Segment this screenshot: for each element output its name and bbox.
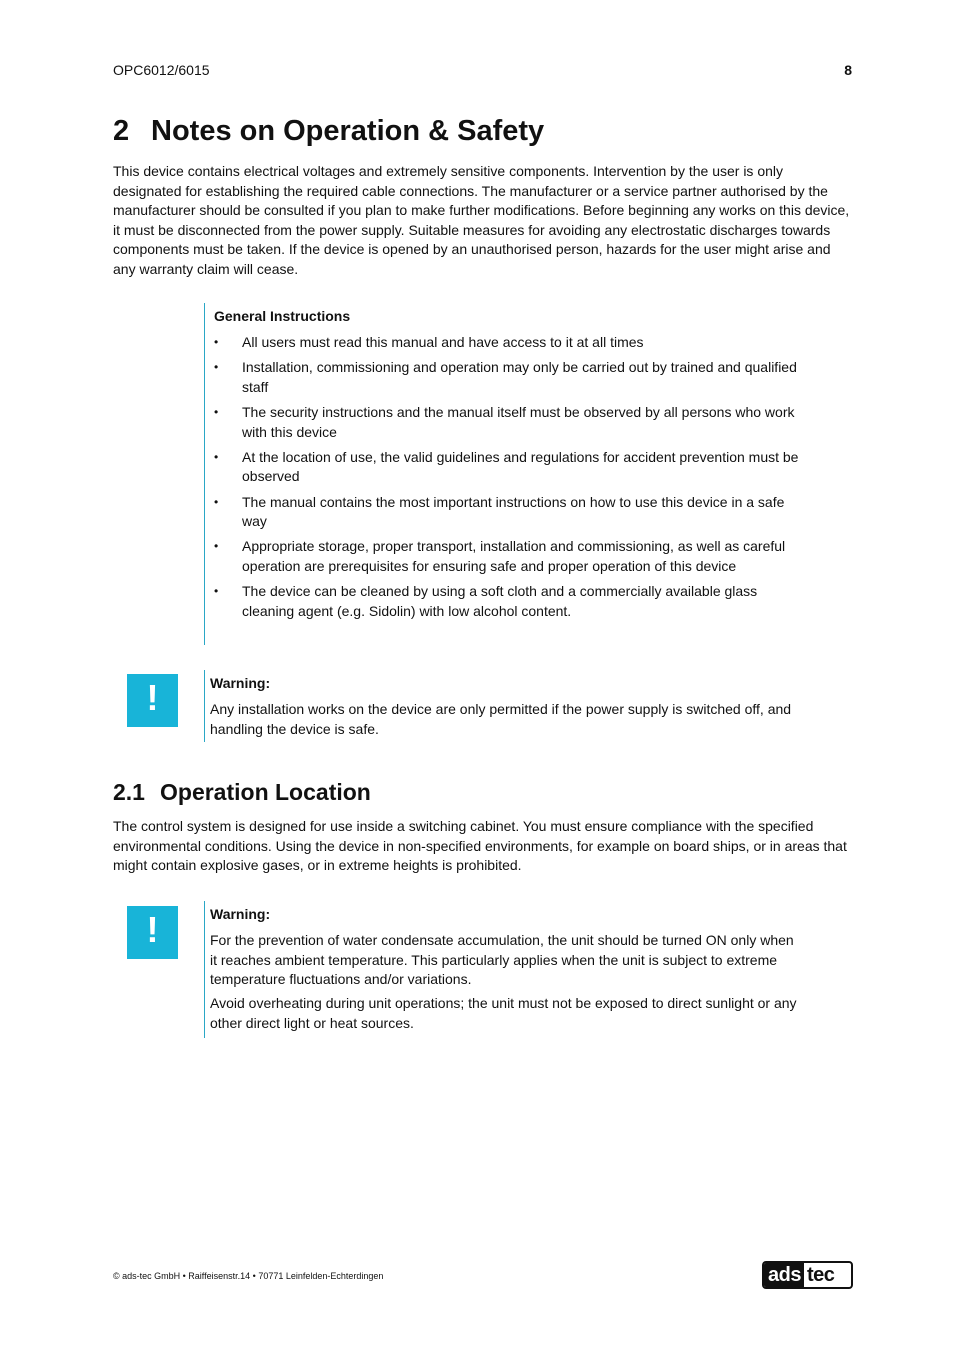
intro-paragraph: This device contains electrical voltages and extremely sensitive components. Intervention by the user is only designated for establishing the required cable connections. The manufacturer or a service partner authorised by the manufacturer should be consulted if you plan to make further modifications. Before beginning any works on this device, it must be disconnected from the power supply. Suitable measures for avoiding any electrostatic discharges towards components must be taken. If the device is opened by an unauthorised person, hazards for the user might arise and any warranty claim will cease. xyxy=(113,163,850,277)
footer-address: © ads-tec GmbH • Raiffeisenstr.14 • 70771 Leinfelden-Echterdingen xyxy=(113,1271,384,1281)
list-item-text: At the location of use, the valid guidelines and regulations for accident prevention must be observed xyxy=(242,448,799,485)
list-item xyxy=(214,448,799,487)
ads-tec-logo xyxy=(762,1261,853,1289)
bullet-icon: • xyxy=(214,449,219,464)
warning-text: Avoid overheating during unit operations; the unit must not be exposed to direct sunlight or any other direct light or heat sources. xyxy=(210,995,797,1031)
list-item xyxy=(214,333,799,353)
bullet-icon: • xyxy=(214,539,219,554)
warning-text: For the prevention of water condensate accumulation, the unit should be turned ON only when it reaches ambient temperature. This particularly applies when the unit is subject to extreme temperature fluctuations and/or variations. xyxy=(210,932,794,988)
general-instructions-list xyxy=(214,333,799,627)
list-item-text: Installation, commissioning and operation may only be carried out by trained and qualified staff xyxy=(242,359,797,395)
bullet-icon: • xyxy=(214,404,219,419)
warning-icon: ! xyxy=(127,906,178,959)
general-instructions-box xyxy=(204,303,805,645)
list-item xyxy=(214,537,799,576)
subsection-title: Operation Location xyxy=(160,779,371,805)
warning-title: Warning: xyxy=(210,906,271,922)
subsection-number: 2.1 xyxy=(113,779,145,805)
list-item xyxy=(214,403,799,442)
warning-box xyxy=(204,901,805,1038)
section-heading xyxy=(113,115,544,148)
operation-location-paragraph: The control system is designed for use inside a switching cabinet. You must ensure compliance with the specified environmental conditions. Using the device in non-specified environments, for example on board ships, or in areas that might contain explosive gases, or in extreme heights is prohibited. xyxy=(113,818,847,874)
logo-part-tec: tec xyxy=(804,1263,836,1287)
page-number: 8 xyxy=(844,62,852,78)
section-number: 2 xyxy=(113,115,130,147)
header-doc-id: OPC6012/6015 xyxy=(113,62,210,78)
list-item-text: The device can be cleaned by using a soft cloth and a commercially available glass cleaning agent (e.g. Sidolin) with low alcohol content. xyxy=(242,583,758,619)
list-item xyxy=(214,358,799,397)
list-item-text: All users must read this manual and have access to it at all times xyxy=(242,334,644,350)
subsection-heading xyxy=(113,779,371,806)
section-title: Notes on Operation & Safety xyxy=(151,115,545,147)
warning-text: Any installation works on the device are only permitted if the power supply is switched off, and handling the device is safe. xyxy=(210,701,792,737)
list-item-text: The manual contains the most important instructions on how to use this device in a safe way xyxy=(242,493,785,530)
logo-part-ads: ads xyxy=(764,1263,804,1287)
bullet-icon: • xyxy=(214,584,219,599)
list-item-text: Appropriate storage, proper transport, installation and commissioning, as well as careful operation are prerequisites for ensuring safe and proper operation of this device xyxy=(242,538,786,574)
warning-title: Warning: xyxy=(210,675,271,691)
list-item xyxy=(214,582,799,621)
general-instructions-title: General Instructions xyxy=(214,308,351,324)
list-item-text: The security instructions and the manual itself must be observed by all persons who work with this device xyxy=(242,403,795,440)
list-item xyxy=(214,493,799,532)
bullet-icon: • xyxy=(214,494,219,509)
bullet-icon: • xyxy=(214,335,219,349)
warning-icon: ! xyxy=(127,674,178,727)
warning-box xyxy=(204,670,805,742)
bullet-icon: • xyxy=(214,360,219,375)
